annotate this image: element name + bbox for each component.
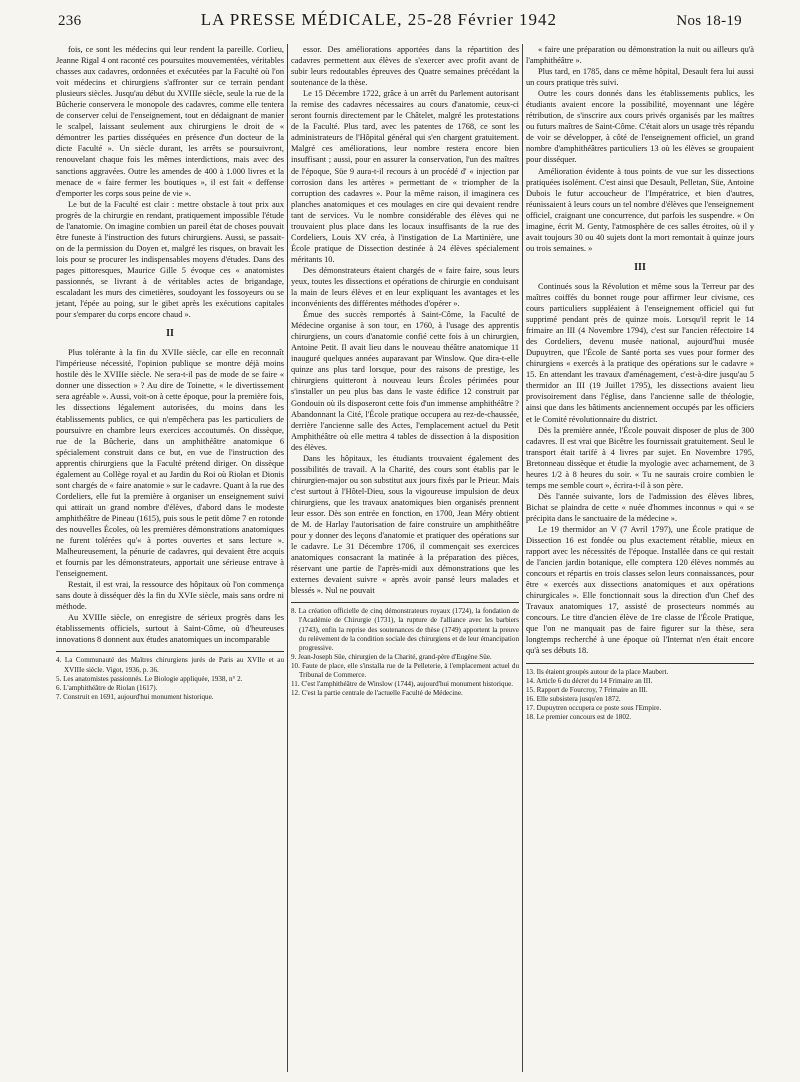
footnote-separator: [56, 651, 284, 652]
section-heading: III: [634, 261, 646, 273]
footnote: 7. Construit en 1691, aujourd'hui monument historique.: [56, 692, 214, 701]
paragraph: Restait, il est vrai, la ressource des hôpitaux où l'on commença sans doute à disséquer dès la fin du XVIe siècle, mais sans ordre ni méthode.: [56, 580, 284, 612]
paragraph: Des démonstrateurs étaient chargés de « faire faire, sous leurs yeux, toutes les dissections et opérations de chirurgie en conduisant la main de leurs élèves et en leur expliquant les avantages et les inconvénients des différentes méthodes d'opérer ».: [291, 265, 519, 309]
footnote-separator: [291, 602, 519, 603]
paragraph: Dès l'année suivante, lors de l'admission des élèves libres, Bichat se plaindra de cette « nuée d'hommes inconnus » qui « se précipita dans le sanctuaire de la médecine ».: [526, 491, 754, 523]
paragraph: Amélioration évidente à tous points de vue sur les dissections pratiquées isolément. C'est ainsi que Desault, Pelletan, Süe, Antoine Dubois le futur accoucheur de l'Impératrice, et bien d'autres, réunissaient à leurs cours un tel nombre d'élèves que l'enseignement officiel, craignant une concurrence, dut parfois les suspendre. « On imagine, écrit M. Genty, l'atmosphère de ces salles étroites, où il y avait toujours 30 ou 40 sujets dont la mort remontait à quinze jours ou trois semaines. »: [526, 166, 754, 253]
paragraph: Émue des succès remportés à Saint-Côme, la Faculté de Médecine organise à son tour, en 1760, à l'usage des apprentis chirurgiens, un cours d'anatomie confié cette fois à un chirurgien, Antoine Petit. Il avait lieu dans le nouveau théâtre anatomique 11 inauguré quelques années auparavant par Winslow. Que dira-t-elle quinze ans plus tard lorsque, pour des raisons de prestige, les chirurgiens quitteront à nouveau leurs Écoles périmées pour s'installer un peu plus bas dans le vaste édifice 12 construit par Gondouin où ils disposeront cette fois d'un immense amphithéâtre ? Abandonnant la Cité, l'École pratique occupera au rez-de-chaussée, derrière l'ancienne salle des Actes, l'emplacement actuel du Petit Amphithéâtre où elle mettra 4 tables de dissection à la disposition des élèves.: [291, 310, 519, 452]
issue-number: Nos 18-19: [676, 13, 742, 29]
paragraph: Dès la première année, l'École pouvait disposer de plus de 300 cadavres. Il est vrai que Bicêtre les fournissait gratuitement. Seul le transport était tarifé à 4 livres par sujet. En Novembre 1795, Bretonneau dissèque et étudie la myologie avec acharnement, de 3 heures 1/2 à 8 heures du soir. « Tu ne saurais croire combien le temps me semble court », écrira-t-il à son père.: [526, 425, 754, 490]
paragraph: « faire une préparation ou démonstration la nuit ou ailleurs qu'à l'amphithéâtre ».: [526, 45, 754, 66]
paragraph: Le but de la Faculté est clair : mettre obstacle à tout prix aux progrès de la chirurgie en rendant, pratiquement impossible l'étude de l'anatomie. On imagine combien un pareil état de choses pouvait être funeste à l'instruction des futurs chirurgiens. Aussi, se passait-on de la permission du Doyen et, malgré les risques, on bravait les lois pour se procurer les indispensables moyens d'études. Dans des pages pittoresques, Maurice Gille 5 évoque ces « anatomistes passionnés, se livrant à de véritables actes de brigandage, escaladant les murs des cimetières, soudoyant les fossoyeurs ou se jetant, l'épée au poing, sur le gibet après les exécutions capitales pour s'emparer du corps encore chaud ».: [56, 199, 284, 320]
column-3: [526, 44, 754, 722]
column-2: [291, 44, 519, 698]
column-divider-1: [287, 44, 288, 1072]
footnote: 15. Rapport de Fourcroy, 7 Frimaire an III.: [526, 685, 648, 694]
footnotes: [526, 668, 754, 723]
footnotes: [56, 656, 284, 701]
paragraph: Le 19 thermidor an V (7 Avril 1797), une École pratique de Dissection 16 est fondée ou plus exactement rétablie, mieux en rapport avec les nécessités de l'époque. Installée dans ce qui restait de l'ancien jardin botanique, elle comptera 120 élèves nommés au concours et répartis en trois classes selon leurs connaissances, pour être « exercés aux dissections anatomiques et aux opérations chirurgicales ». Elle fonctionnait sous la direction d'un Chef des Travaux anatomiques 17, assisté de prosecteurs nommés au concours. Le titre d'ancien élève de 1re classe de l'École Pratique, que l'on ne manquait pas de faire figurer sur la thèse, sera longtemps recherché à une époque où l'Internat n'en était encore qu'à ses débuts 18.: [526, 524, 754, 656]
footnote: 18. Le premier concours est de 1802.: [526, 713, 632, 721]
footnote: 17. Dupuytren occupera ce poste sous l'Empire.: [526, 703, 662, 712]
footnote: 8. La création officielle de cinq démonstrateurs royaux (1724), la fondation de l'Académie de Chirurgie (1731), la rupture de l'alliance avec les barbiers (1743), enfin la reprise des soutenances de thèse (1749) apportent la preuve du relèvement de la condition sociale des chirurgiens et de leur émancipation progressive.: [291, 607, 519, 652]
journal-title-line: [201, 10, 557, 30]
footnote-separator: [526, 663, 754, 664]
page-header: [58, 10, 742, 36]
paragraph: Continués sous la Révolution et même sous la Terreur par des maîtres coiffés du bonnet rouge pour affirmer leur civisme, ces cours particuliers suppléaient à l'enseignement officiel qui fut supprimé pendant près de quinze mois. Lorsqu'il reprit le 14 frimaire an III (4 Novembre 1794), c'est sur l'ancien réfectoire 14 des Cordeliers, devenu musée national, aujourd'hui musée Dupuytren, que l'École de Santé porta ses vues pour former des chirurgiens « exercés à la pratique des opérations sur le cadavre » 15. En attendant les travaux d'aménagement, c'est-à-dire jusqu'au 5 thermidor an III (19 Juillet 1795), les dissections avaient lieu provisoirement dans l'église, dans l'ancienne salle de théologie, ainsi que dans les bâtiments anciennement occupés par les officiers et le Comité révolutionnaire du district.: [526, 281, 754, 424]
footnotes: [291, 607, 519, 698]
footnote: 11. C'est l'amphithéâtre de Winslow (1744), aujourd'hui monument historique.: [291, 680, 514, 689]
paragraph: Dans les hôpitaux, les étudiants trouvaient également des possibilités de travail. A la Charité, des cours sont établis par le chirurgien-major ou son substitut aux jours fixés par le Prieur. Mais c'est surtout à l'Hôtel-Dieu, sous la vigoureuse impulsion de deux chirurgiens, que les travaux anatomiques bien organisés prennent leur essor. Dès son entrée en fonction, en 1700, Jean Méry obtient de M. de Harlay l'autorisation de faire construire un amphithéâtre pour y donner des leçons d'anatomie et pratiquer des opérations sur le cadavre. Le 31 Décembre 1706, il commençait ses exercices anatomiques consacrant la matinée à la préparation des pièces, réservant une partie de l'après-midi aux démonstrations que les externes devaient suivre « après avoir pansé leurs malades et blessés ». Nul ne pouvait: [291, 453, 519, 596]
paragraph: Plus tolérante à la fin du XVIIe siècle, car elle en reconnaît l'impérieuse nécessité, l'opinion publique se montre déjà moins hostile dès le XVIIIe siècle. Ne sera-t-il pas de mode de se faire « donner une dissection » ? Au dire de Toinette, « le divertissement sera agréable ». Aussi, voit-on à cette époque, pour la première fois, les dissections légalement autorisées, du moins dans les établissements publics, ce qui n'empêchera pas les particuliers de poursuivre en chambre leurs exercices accoutumés. On dissèque, rue de la Bûcherie, dans un amphithéâtre anatomique 6 spécialement construit dans ce but, en vue de l'instruction des apprentis chirurgiens que la Faculté prétend diriger. On dissèque également au Collège royal et au Jardin du Roi où Riolan et Dionis sont chargés de « faire anatomie » sur le cadavre. Quant à la rue des Cordeliers, elle fut la première à organiser un enseignement suivi qui attirait un grand nombre d'élèves, d'abord dans le modeste amphithéâtre de Pineau (1615), puis sous le petit dôme 7 en rotonde des nouvelles Écoles, où les premières démonstrations anatomiques ne furent tolérées qu'« à portes ouvertes et sans lecture ». Malheureusement, la pénurie de cadavres, qui devaient être acquis et fournis par les démonstrateurs, apportait une sérieuse entrave à l'enseignement.: [56, 348, 284, 579]
paragraph: Au XVIIIe siècle, on enregistre de sérieux progrès dans les établissements officiels, surtout à Saint-Côme, où d'heureuses innovations 8 donnent aux études anatomiques un incomparable: [56, 613, 284, 645]
paragraph: Le 15 Décembre 1722, grâce à un arrêt du Parlement autorisant la remise des cadavres nécessaires au cours d'anatomie, ceux-ci seront fournis directement par le Châtelet, malgré les protestations de la Faculté. Plus tard, avec les patentes de 1768, ce sont les administrateurs de l'Hôpital général qui s'en chargent gratuitement. Malgré ces améliorations, leur nombre restera encore bien insuffisant ; aussi, pour en assurer la conservation, l'un des maîtres de l'époque, Süe 9 aura-t-il recours à un procédé d' « injection par corrosion dans les artères » permettant de « triompher de la corruption des cadavres ». Pour la même raison, il imaginera ces planches anatomiques et ces moulages en cire qui devaient rendre tant de services. Vu le nombre considérable des élèves qui ne trouvaient plus place dans les locaux insuffisants de la rue des Cordeliers, Louis XV créa, à l'instigation de La Martinière, une École pratique de Dissection destinée à 24 élèves spécialement méritants 10.: [291, 89, 519, 264]
footnote: 14. Article 6 du décret du 14 Frimaire an III.: [526, 676, 653, 685]
page-number: 236: [58, 13, 82, 29]
paragraph: Outre les cours donnés dans les établissements publics, les étudiants avaient encore la possibilité, moyennant une légère rétribution, de s'inscrire aux cours privés organisés par les maîtres ou futurs maîtres de Saint-Côme. C'était alors un usage très répandu de voir se développer, à côté de l'enseignement officiel, un grand nombre d'amphithéâtres particuliers 13 où les élèves se groupaient pour disséquer.: [526, 89, 754, 165]
column-1: [56, 44, 284, 702]
column-divider-2: [522, 44, 523, 1072]
footnote: 9. Jean-Joseph Süe, chirurgien de la Charité, grand-père d'Eugène Süe.: [291, 652, 492, 661]
paragraph: Plus tard, en 1785, dans ce même hôpital, Desault fera lui aussi un cours pratique très suivi.: [526, 67, 754, 88]
footnote: 4. La Communauté des Maîtres chirurgiens jurés de Paris au XVIIe et au XVIIIe siècle. Vigot, 1936, p. 36.: [56, 656, 284, 674]
section-heading: II: [166, 328, 174, 340]
paragraph: fois, ce sont les médecins qui leur rendent la pareille. Corlieu, Jeanne Rigal 4 ont raconté ces poursuites mouvementées, véritables chasses aux cadavres, ordonnées et exécutées par la Faculté où l'on voit médecins et chirurgiens s'affronter sur ce terrain pendant plusieurs siècles. Jusqu'au début du XVIIIe siècle, seule la rue de la Bûcherie conservera le monopole des cadavres, comme elle tentera de conserver celui de l'enseignement, tout en dédaignant de manier le scalpel, laissant seulement aux chirurgiens le droit de « démontrer les parties disséquées en présence d'un docteur de la dicte Faculté ». Un siècle durant, les arrêts se poursuivront, renouvelant chaque fois les mêmes interdictions, mais avec des sanctions aggravées. Outre les amendes de 400 à 1.000 livres et la menace de « faire fermer les boutiques », il est fait « deffense d'emporter les corps sous peine de vie ».: [56, 45, 284, 198]
footnote: 5. Les anatomistes passionnés. Le Biologie appliquée, 1938, n° 2.: [56, 674, 243, 683]
journal-title: LA PRESSE MÉDICALE,: [200, 10, 403, 29]
footnote: 12. C'est la partie centrale de l'actuelle Faculté de Médecine.: [291, 689, 463, 698]
footnote: 16. Elle subsistera jusqu'en 1872.: [526, 694, 621, 703]
footnote: 6. L'amphithéâtre de Riolan (1617).: [56, 683, 158, 692]
footnote: 13. Ils étaient groupés autour de la place Maubert.: [526, 667, 669, 676]
footnote: 10. Faute de place, elle s'installa rue de la Pelleterie, à l'emplacement actuel du Tribunal de Commerce.: [291, 661, 519, 679]
issue-date: 25-28 Février 1942: [407, 10, 558, 29]
paragraph: essor. Des améliorations apportées dans la répartition des cadavres permettent aux élèves de s'exercer avec profit avant de subir leurs redoutables épreuves des Quatre semaines précédant la soutenance de la thèse.: [291, 45, 519, 88]
